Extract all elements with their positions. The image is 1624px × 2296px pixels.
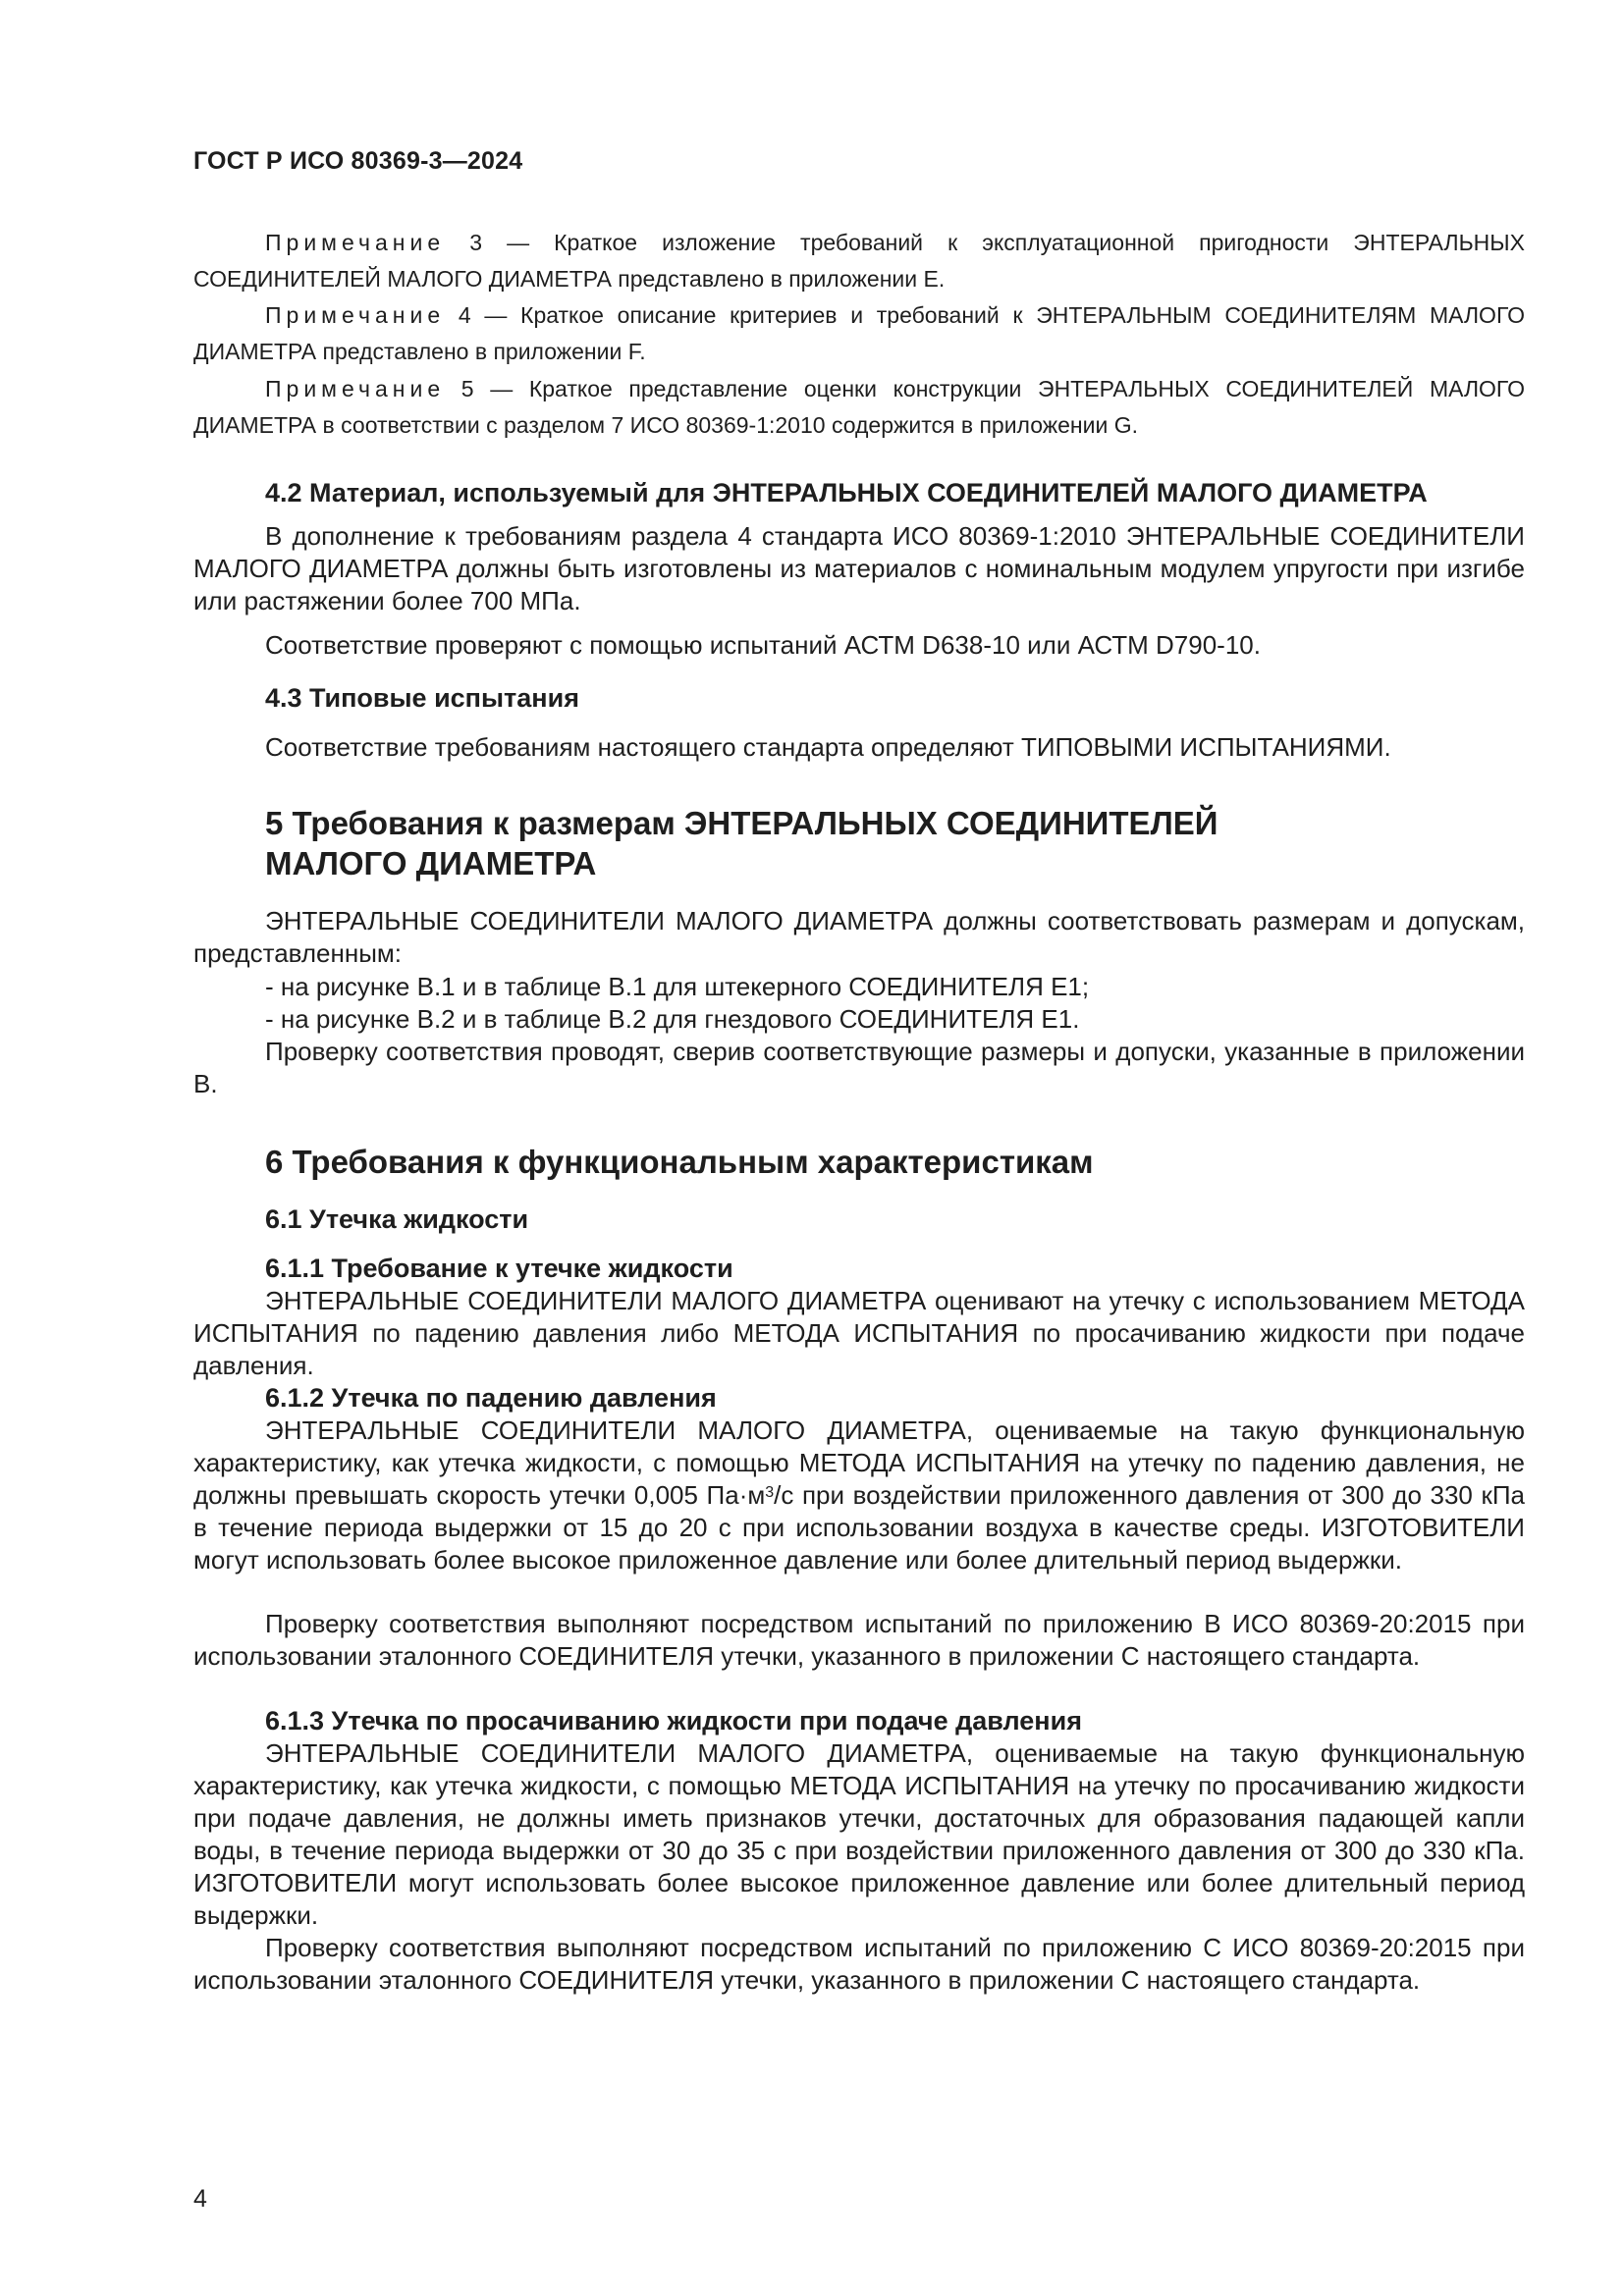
note-5 — [193, 371, 1525, 444]
section-6-1-1-para — [193, 1285, 1525, 1382]
note-label: Примечание — [265, 302, 446, 328]
page-number: 4 — [193, 2185, 207, 2213]
section-4-2-para-2 — [193, 629, 1525, 662]
section-6-1-2-para-2 — [193, 1608, 1525, 1673]
note-text: 5 — Краткое представление оценки конструкции ЭНТЕРАЛЬНЫХ СОЕДИНИТЕЛЕЙ МАЛОГО ДИАМЕТРА в соответствии с разделом 7 ИСО 80369-1:2010 содержится в приложении G. — [193, 376, 1525, 438]
section-6-1-3-para-1 — [193, 1737, 1525, 1932]
document-code-header: ГОСТ Р ИСО 80369-3—2024 — [193, 147, 523, 175]
section-5-heading — [193, 803, 1525, 883]
paragraph: Соответствие требованиям настоящего стандарта определяют ТИПОВЫМИ ИСПЫТАНИЯМИ. — [265, 732, 1391, 762]
note-label: Примечание — [265, 376, 446, 401]
note-label: Примечание — [265, 230, 446, 255]
superscript: 3 — [765, 1484, 775, 1501]
section-5-para-2 — [193, 1036, 1525, 1100]
paragraph — [193, 1415, 1525, 1576]
section-4-3-heading: 4.3 Типовые испытания — [265, 683, 579, 713]
note-4 — [193, 297, 1525, 370]
section-6-1-2-para-1 — [193, 1415, 1525, 1576]
paragraph: Соответствие проверяют с помощью испытаний АСТМ D638-10 или АСТМ D790-10. — [265, 630, 1261, 660]
section-5-list-item-2: - на рисунке В.2 и в таблице В.2 для гнездового СОЕДИНИТЕЛЯ Е1. — [265, 1004, 1080, 1034]
paragraph: Проверку соответствия проводят, сверив соответствующие размеры и допуски, указанные в приложении В. — [193, 1037, 1525, 1098]
note-text: 3 — Краткое изложение требований к эксплуатационной пригодности ЭНТЕРАЛЬНЫХ СОЕДИНИТЕЛЕЙ МАЛОГО ДИАМЕТРА представлено в приложении E. — [193, 230, 1525, 292]
section-6-1-3-para-2 — [193, 1932, 1525, 1997]
note-3 — [193, 225, 1525, 297]
section-6-1-3-heading: 6.1.3 Утечка по просачиванию жидкости при подаче давления — [265, 1706, 1082, 1735]
section-6-heading: 6 Требования к функциональным характеристикам — [265, 1144, 1094, 1180]
section-5-para-1 — [193, 905, 1525, 970]
paragraph: Проверку соответствия выполняют посредством испытаний по приложению С ИСО 80369-20:2015 при использовании эталонного СОЕДИНИТЕЛЯ утечки, указанного в приложении С настоящего стандарта. — [193, 1933, 1525, 1995]
paragraph-text: ЭНТЕРАЛЬНЫЕ СОЕДИНИТЕЛИ МАЛОГО ДИАМЕТРА, оцениваемые на такую функциональную характеристику, как утечка жидкости, с помощью МЕТОДА ИСПЫТАНИЯ на утечку по падению давления, не должны превышать скорость утечки 0,005 Па·м — [193, 1415, 1525, 1510]
paragraph: В дополнение к требованиям раздела 4 стандарта ИСО 80369-1:2010 ЭНТЕРАЛЬНЫЕ СОЕДИНИТЕЛИ МАЛОГО ДИАМЕТРА должны быть изготовлены из материалов с номинальным модулем упругости при изгибе или растяжении более 700 МПа. — [193, 521, 1525, 615]
section-6-1-2-heading: 6.1.2 Утечка по падению давления — [265, 1383, 717, 1413]
section-5-heading-line-1: 5 Требования к размерам ЭНТЕРАЛЬНЫХ СОЕДИНИТЕЛЕЙ — [265, 805, 1218, 841]
section-5-heading-line-2: МАЛОГО ДИАМЕТРА — [265, 845, 597, 881]
section-4-2-heading: 4.2 Материал, используемый для ЭНТЕРАЛЬНЫХ СОЕДИНИТЕЛЕЙ МАЛОГО ДИАМЕТРА — [265, 478, 1428, 507]
section-5-list-item-1: - на рисунке В.1 и в таблице В.1 для штекерного СОЕДИНИТЕЛЯ Е1; — [265, 972, 1090, 1001]
section-4-3-para-1 — [193, 731, 1525, 764]
section-4-2-para-1 — [193, 520, 1525, 617]
paragraph: Проверку соответствия выполняют посредством испытаний по приложению В ИСО 80369-20:2015 при использовании эталонного СОЕДИНИТЕЛЯ утечки, указанного в приложении С настоящего стандарта. — [193, 1609, 1525, 1671]
note-text: 4 — Краткое описание критериев и требований к ЭНТЕРАЛЬНЫМ СОЕДИНИТЕЛЯМ МАЛОГО ДИАМЕТРА представлено в приложении F. — [193, 302, 1525, 364]
paragraph-text: /с при воздействии приложенного давления от 300 до 330 кПа в течение периода выдержки от 15 до 20 с при использовании воздуха в качестве среды. ИЗГОТОВИТЕЛИ могут использовать более высокое приложенное давление или более длительный период выдержки. — [193, 1480, 1525, 1575]
paragraph: ЭНТЕРАЛЬНЫЕ СОЕДИНИТЕЛИ МАЛОГО ДИАМЕТРА, оцениваемые на такую функциональную характеристику, как утечка жидкости, с помощью МЕТОДА ИСПЫТАНИЯ на утечку по просачиванию жидкости при подаче давления, не должны иметь признаков утечки, достаточных для образования падающей капли воды, в течение периода выдержки от 30 до 35 с при воздействии приложенного давления от 300 до 330 кПа. ИЗГОТОВИТЕЛИ могут использовать более высокое приложенное давление или более длительный период выдержки. — [193, 1738, 1525, 1930]
section-6-1-1-heading: 6.1.1 Требование к утечке жидкости — [265, 1254, 733, 1283]
paragraph: ЭНТЕРАЛЬНЫЕ СОЕДИНИТЕЛИ МАЛОГО ДИАМЕТРА оценивают на утечку с использованием МЕТОДА ИСПЫТАНИЯ по падению давления либо МЕТОДА ИСПЫТАНИЯ по просачиванию жидкости при подаче давления. — [193, 1286, 1525, 1380]
paragraph: ЭНТЕРАЛЬНЫЕ СОЕДИНИТЕЛИ МАЛОГО ДИАМЕТРА должны соответствовать размерам и допускам, представленным: — [193, 906, 1525, 968]
section-6-1-heading: 6.1 Утечка жидкости — [265, 1204, 529, 1234]
